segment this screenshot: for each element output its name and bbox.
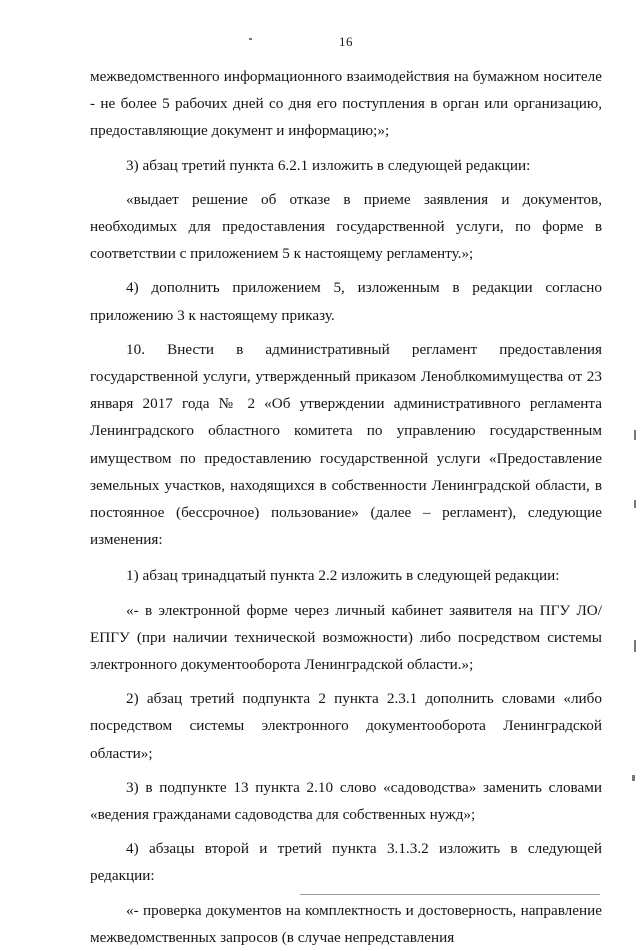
scan-edge-mark [634, 640, 636, 652]
paragraph-item-3: 3) абзац третий пункта 6.2.1 изложить в следующей редакции: [126, 156, 531, 174]
scan-speck [249, 38, 252, 40]
paragraph-subitem-1: 1) абзац тринадцатый пункта 2.2 изложить в следующей редакции: [126, 567, 560, 585]
page-number: 16 [339, 34, 353, 49]
scan-bottom-rule [300, 894, 600, 895]
paragraph-quote-check: «- проверка документов на комплектность и достоверность, направление межведомственных запросов (в случае непредставления [90, 901, 602, 946]
scan-edge-mark [634, 500, 636, 508]
paragraph-quote-refusal: «выдает решение об отказе в приеме заявления и документов, необходимых для предоставления государственной услуги, по форме в соответствии с приложением 5 к настоящему регламенту.»; [90, 190, 602, 263]
scan-edge-mark [634, 430, 636, 440]
paragraph-section-10: 10. Внести в административный регламент предоставления государственной услуги, утвержденный приказом Леноблкомимущества от 23 января 2017 года № 2 «Об утверждении административного регламента Ленинградского областного комитета по управлению государственным имуществом по предоставлению государственной услуги «Предоставление земельных участков, находящихся в собственности Ленинградской области, в постоянное (бессрочное) пользование» (далее – регламент), следующие изменения: [90, 340, 602, 549]
paragraph-subitem-3: 3) в подпункте 13 пункта 2.10 слово «садоводства» заменить словами «ведения гражданами садоводства для собственных нужд»; [90, 778, 602, 824]
paragraph-subitem-2: 2) абзац третий подпункта 2 пункта 2.3.1 дополнить словами «либо посредством системы электронного документооборота Ленинградской области»; [90, 690, 602, 762]
paragraph-subitem-4: 4) абзацы второй и третий пункта 3.1.3.2 изложить в следующей редакции: [90, 840, 602, 885]
paragraph-item-4: 4) дополнить приложением 5, изложенным в редакции согласно приложению 3 к настоящему приказу. [90, 279, 602, 324]
paragraph-quote-electronic: «- в электронной форме через личный кабинет заявителя на ПГУ ЛО/ЕПГУ (при наличии технической возможности) либо посредством системы электронного документооборота Ленинградской области.»; [90, 601, 602, 674]
scan-edge-mark [632, 775, 635, 781]
paragraph-continuation: межведомственного информационного взаимодействия на бумажном носителе - не более 5 рабочих дней со дня его поступления в орган или организацию, предоставляющие документ и информацию;»; [90, 68, 602, 140]
